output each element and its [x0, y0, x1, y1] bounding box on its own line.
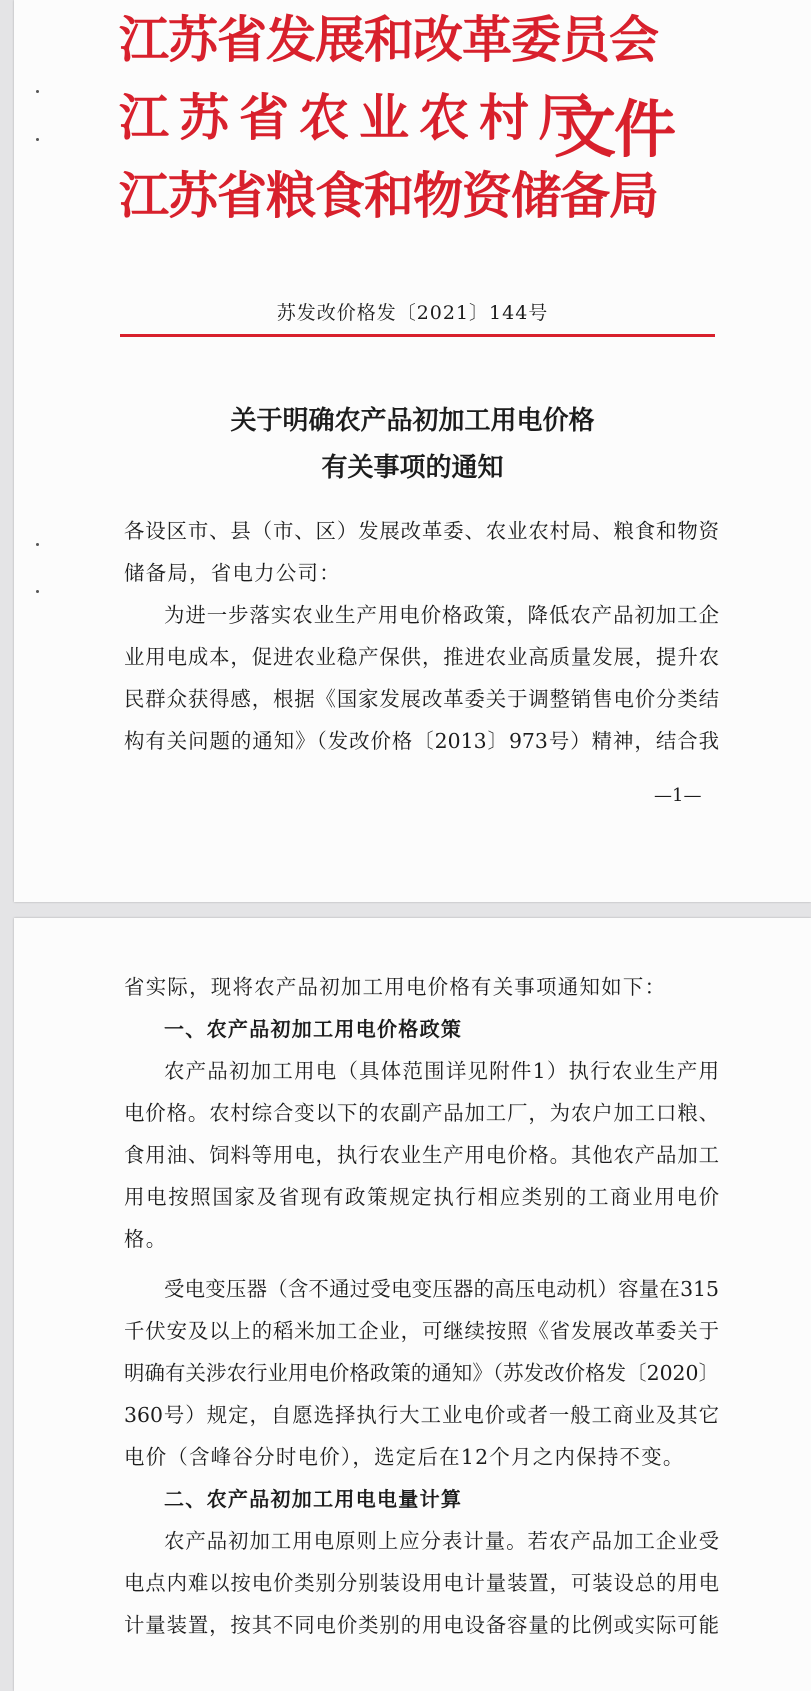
body-line: 电价格。农村综合变以下的农副产品加工厂，为农户加工口粮、: [124, 1101, 719, 1125]
body-line: 储备局，省电力公司：: [124, 561, 341, 585]
body-line: 业用电成本，促进农业稳产保供，推进农业高质量发展，提升农: [124, 645, 719, 669]
body-line: 各设区市、县（市、区）发展改革委、农业农村局、粮食和物资: [124, 519, 719, 543]
scan-speck: [36, 590, 39, 593]
body-line: 农产品初加工用电（具体范围详见附件1）执行农业生产用: [164, 1059, 719, 1083]
body-line: 360号）规定，自愿选择执行大工业电价或者一般工商业及其它: [124, 1403, 719, 1427]
body-line: 计量装置，按其不同电价类别的用电设备容量的比例或实际可能: [124, 1613, 719, 1637]
body-line: 食用油、饲料等用电，执行农业生产用电价格。其他农产品加工: [124, 1143, 719, 1167]
document-number: 苏发改价格发〔2021〕144号: [276, 302, 549, 324]
body-line: 省实际，现将农产品初加工用电价格有关事项通知如下：: [124, 975, 667, 999]
document-page-2: [14, 918, 811, 1691]
document-title-line-1: 关于明确农产品初加工用电价格: [230, 406, 595, 436]
header-document-suffix: 文件: [554, 93, 675, 166]
issuer-header-line-2: 江苏省农业农村厅: [119, 89, 599, 147]
page-number: —1—: [654, 785, 702, 806]
red-divider-line: [120, 334, 715, 337]
scan-speck: [36, 138, 39, 141]
scan-speck: [36, 90, 39, 93]
issuer-header-line-3: 江苏省粮食和物资储备局: [119, 167, 658, 225]
scan-speck: [36, 543, 39, 546]
body-line: 构有关问题的通知》（发改价格〔2013〕973号）精神，结合我: [124, 729, 719, 753]
body-line: 民群众获得感，根据《国家发展改革委关于调整销售电价分类结: [124, 687, 719, 711]
body-line: 电点内难以按电价类别分别装设用电计量装置，可装设总的用电: [124, 1571, 719, 1595]
body-line: 农产品初加工用电原则上应分表计量。若农产品加工企业受: [164, 1529, 719, 1553]
body-line: 明确有关涉农行业用电价格政策的通知》（苏发改价格发〔2020〕: [124, 1361, 719, 1385]
document-page-1: [14, 0, 811, 902]
body-line: 格。: [124, 1227, 168, 1251]
body-line: 受电变压器（含不通过受电变压器的高压电动机）容量在315: [164, 1277, 719, 1301]
issuer-header-line-1: 江苏省发展和改革委员会: [119, 11, 658, 69]
body-line: 用电按照国家及省现有政策规定执行相应类别的工商业用电价: [124, 1185, 719, 1209]
document-title-line-2: 有关事项的通知: [321, 453, 504, 483]
body-line: 为进一步落实农业生产用电价格政策，降低农产品初加工企: [164, 603, 719, 627]
section-heading: 二、农产品初加工用电电量计算: [164, 1487, 463, 1511]
section-heading: 一、农产品初加工用电价格政策: [164, 1017, 463, 1041]
body-line: 电价（含峰谷分时电价），选定后在12个月之内保持不变。: [124, 1445, 685, 1469]
body-line: 千伏安及以上的稻米加工企业，可继续按照《省发展改革委关于: [124, 1319, 719, 1343]
